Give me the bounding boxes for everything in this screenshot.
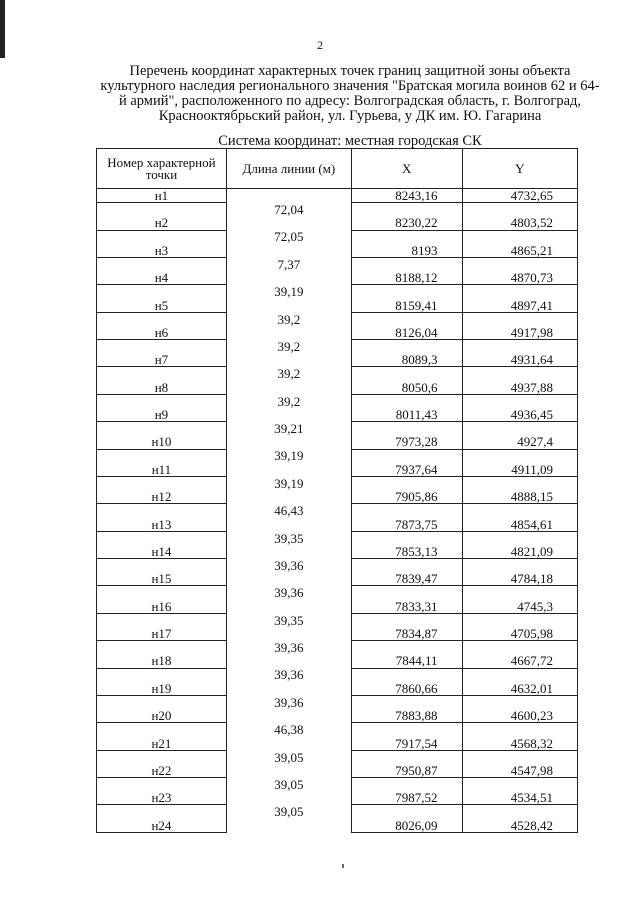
point-name-cell: н4	[97, 271, 227, 285]
table-row	[97, 819, 578, 833]
length-row-empty-cell	[462, 394, 577, 408]
length-row-empty-cell	[97, 805, 227, 819]
length-row-empty-cell	[462, 312, 577, 326]
x-coordinate-cell: 8188,12	[351, 271, 462, 285]
length-row-empty-cell	[462, 476, 577, 490]
length-row-empty-cell	[351, 668, 462, 682]
x-coordinate-cell: 8126,04	[351, 326, 462, 340]
segment-length-cell: 39,19	[226, 449, 351, 463]
x-coordinate-cell: 8243,16	[351, 189, 462, 203]
length-row-empty-cell	[462, 449, 577, 463]
segment-length-cell: 39,19	[226, 285, 351, 299]
y-coordinate-cell: 4865,21	[462, 244, 577, 258]
segment-length-cell: 39,2	[226, 367, 351, 381]
document-heading: Перечень координат характерных точек границ защитной зоны объекта культурного наследия регионального значения "Братская могила воинов 62 и 64-й армий", расположенного по адресу: Волгоградская область, г. Волгоград, Краснооктябрьский район, ул. Гурьева, у ДК им. Ю. Гагарина	[100, 63, 600, 124]
y-coordinate-cell: 4917,98	[462, 326, 577, 340]
length-row-empty-cell	[462, 367, 577, 381]
coordinates-table	[96, 148, 578, 833]
table-row	[97, 654, 578, 668]
segment-length-row	[97, 613, 578, 627]
length-row-empty-cell	[97, 449, 227, 463]
length-row-empty-cell	[351, 285, 462, 299]
table-row	[97, 545, 578, 559]
point-name-cell: н13	[97, 518, 227, 532]
length-row-empty-cell	[97, 394, 227, 408]
length-empty-cell	[226, 572, 351, 586]
table-row	[97, 353, 578, 367]
length-row-empty-cell	[351, 613, 462, 627]
length-row-empty-cell	[462, 695, 577, 709]
x-coordinate-cell: 7844,11	[351, 654, 462, 668]
length-row-empty-cell	[462, 504, 577, 518]
length-row-empty-cell	[351, 531, 462, 545]
table-row	[97, 326, 578, 340]
length-row-empty-cell	[462, 668, 577, 682]
length-empty-cell	[226, 545, 351, 559]
x-coordinate-cell: 8159,41	[351, 299, 462, 313]
segment-length-cell: 7,37	[226, 257, 351, 271]
length-row-empty-cell	[351, 340, 462, 354]
length-row-empty-cell	[462, 559, 577, 573]
segment-length-row	[97, 559, 578, 573]
length-row-empty-cell	[351, 394, 462, 408]
length-row-empty-cell	[97, 531, 227, 545]
length-empty-cell	[226, 216, 351, 230]
column-header-x: X	[351, 149, 462, 189]
segment-length-row	[97, 531, 578, 545]
segment-length-cell: 39,36	[226, 586, 351, 600]
y-coordinate-cell: 4632,01	[462, 682, 577, 696]
table-row	[97, 572, 578, 586]
y-coordinate-cell: 4931,64	[462, 353, 577, 367]
length-row-empty-cell	[462, 750, 577, 764]
column-header-y: Y	[462, 149, 577, 189]
segment-length-cell: 39,35	[226, 613, 351, 627]
segment-length-cell: 72,05	[226, 230, 351, 244]
length-row-empty-cell	[462, 422, 577, 436]
length-row-empty-cell	[97, 340, 227, 354]
length-row-empty-cell	[97, 367, 227, 381]
length-row-empty-cell	[351, 312, 462, 326]
table-row	[97, 600, 578, 614]
point-name-cell: н19	[97, 682, 227, 696]
table-row	[97, 791, 578, 805]
x-coordinate-cell: 7950,87	[351, 764, 462, 778]
table-row	[97, 189, 578, 203]
length-empty-cell	[226, 600, 351, 614]
length-row-empty-cell	[462, 203, 577, 217]
length-empty-cell	[226, 381, 351, 395]
segment-length-row	[97, 367, 578, 381]
table-row	[97, 408, 578, 422]
length-empty-cell	[226, 353, 351, 367]
length-row-empty-cell	[351, 504, 462, 518]
y-coordinate-cell: 4927,4	[462, 435, 577, 449]
y-coordinate-cell: 4870,73	[462, 271, 577, 285]
length-empty-cell	[226, 819, 351, 833]
segment-length-row	[97, 285, 578, 299]
table-row	[97, 490, 578, 504]
y-coordinate-cell: 4745,3	[462, 600, 577, 614]
x-coordinate-cell: 8026,09	[351, 819, 462, 833]
point-name-cell: н1	[97, 189, 227, 203]
point-name-cell: н24	[97, 819, 227, 833]
length-row-empty-cell	[351, 695, 462, 709]
segment-length-row	[97, 641, 578, 655]
segment-length-row	[97, 449, 578, 463]
point-name-cell: н15	[97, 572, 227, 586]
point-name-cell: н17	[97, 627, 227, 641]
segment-length-row	[97, 750, 578, 764]
y-coordinate-cell: 4667,72	[462, 654, 577, 668]
length-row-empty-cell	[97, 668, 227, 682]
point-name-cell: н16	[97, 600, 227, 614]
length-row-empty-cell	[351, 476, 462, 490]
table-row	[97, 216, 578, 230]
x-coordinate-cell: 7987,52	[351, 791, 462, 805]
length-row-empty-cell	[351, 559, 462, 573]
length-row-empty-cell	[97, 586, 227, 600]
length-empty-cell	[226, 518, 351, 532]
length-row-empty-cell	[351, 422, 462, 436]
length-row-empty-cell	[462, 586, 577, 600]
length-empty-cell	[226, 737, 351, 751]
length-empty-cell	[226, 244, 351, 258]
segment-length-cell: 39,2	[226, 394, 351, 408]
table-body	[97, 189, 578, 833]
length-row-empty-cell	[97, 476, 227, 490]
length-row-empty-cell	[97, 723, 227, 737]
length-row-empty-cell	[351, 750, 462, 764]
length-empty-cell	[226, 627, 351, 641]
length-row-empty-cell	[462, 230, 577, 244]
length-row-empty-cell	[351, 257, 462, 271]
length-row-empty-cell	[97, 559, 227, 573]
y-coordinate-cell: 4936,45	[462, 408, 577, 422]
x-coordinate-cell: 7883,88	[351, 709, 462, 723]
segment-length-cell: 39,36	[226, 641, 351, 655]
table-row	[97, 737, 578, 751]
y-coordinate-cell: 4705,98	[462, 627, 577, 641]
page-number: 2	[317, 38, 323, 52]
length-row-empty-cell	[97, 750, 227, 764]
segment-length-cell: 39,35	[226, 531, 351, 545]
y-coordinate-cell: 4854,61	[462, 518, 577, 532]
column-header-length: Длина линии (м)	[226, 149, 351, 189]
x-coordinate-cell: 7853,13	[351, 545, 462, 559]
segment-length-row	[97, 778, 578, 792]
point-name-cell: н11	[97, 463, 227, 477]
table-row	[97, 518, 578, 532]
x-coordinate-cell: 7860,66	[351, 682, 462, 696]
x-coordinate-cell: 8193	[351, 244, 462, 258]
scan-mark	[342, 864, 344, 868]
point-name-cell: н10	[97, 435, 227, 449]
point-name-cell: н7	[97, 353, 227, 367]
table-row	[97, 682, 578, 696]
point-name-cell: н12	[97, 490, 227, 504]
table-row	[97, 299, 578, 313]
table-row	[97, 435, 578, 449]
y-coordinate-cell: 4897,41	[462, 299, 577, 313]
y-coordinate-cell: 4888,15	[462, 490, 577, 504]
length-empty-cell	[226, 791, 351, 805]
y-coordinate-cell: 4732,65	[462, 189, 577, 203]
length-row-empty-cell	[462, 778, 577, 792]
length-row-empty-cell	[351, 723, 462, 737]
segment-length-row	[97, 340, 578, 354]
y-coordinate-cell: 4803,52	[462, 216, 577, 230]
length-row-empty-cell	[97, 230, 227, 244]
segment-length-row	[97, 805, 578, 819]
length-empty-cell	[226, 326, 351, 340]
y-coordinate-cell: 4600,23	[462, 709, 577, 723]
length-row-empty-cell	[97, 257, 227, 271]
length-row-empty-cell	[462, 531, 577, 545]
x-coordinate-cell: 7973,28	[351, 435, 462, 449]
segment-length-cell: 39,2	[226, 340, 351, 354]
table-row	[97, 244, 578, 258]
length-row-empty-cell	[462, 285, 577, 299]
point-name-cell: н3	[97, 244, 227, 258]
point-name-cell: н8	[97, 381, 227, 395]
column-header-point: Номер характерной точки	[97, 149, 227, 189]
point-name-cell: н2	[97, 216, 227, 230]
segment-length-cell: 39,36	[226, 695, 351, 709]
length-row-empty-cell	[351, 778, 462, 792]
y-coordinate-cell: 4528,42	[462, 819, 577, 833]
point-name-cell: н5	[97, 299, 227, 313]
table-row	[97, 627, 578, 641]
x-coordinate-cell: 7839,47	[351, 572, 462, 586]
length-empty-cell	[226, 189, 351, 203]
segment-length-cell: 39,21	[226, 422, 351, 436]
length-row-empty-cell	[462, 641, 577, 655]
segment-length-cell: 39,05	[226, 778, 351, 792]
point-name-cell: н22	[97, 764, 227, 778]
point-name-cell: н14	[97, 545, 227, 559]
table-row	[97, 463, 578, 477]
segment-length-cell: 39,36	[226, 559, 351, 573]
segment-length-row	[97, 504, 578, 518]
segment-length-row	[97, 394, 578, 408]
length-row-empty-cell	[97, 641, 227, 655]
segment-length-row	[97, 257, 578, 271]
x-coordinate-cell: 8230,22	[351, 216, 462, 230]
point-name-cell: н21	[97, 737, 227, 751]
y-coordinate-cell: 4547,98	[462, 764, 577, 778]
point-name-cell: н9	[97, 408, 227, 422]
segment-length-cell: 46,43	[226, 504, 351, 518]
x-coordinate-cell: 8089,3	[351, 353, 462, 367]
point-name-cell: н23	[97, 791, 227, 805]
length-row-empty-cell	[462, 340, 577, 354]
length-empty-cell	[226, 463, 351, 477]
length-row-empty-cell	[351, 367, 462, 381]
length-row-empty-cell	[97, 613, 227, 627]
segment-length-cell: 39,19	[226, 476, 351, 490]
segment-length-row	[97, 203, 578, 217]
length-empty-cell	[226, 764, 351, 778]
segment-length-cell: 39,05	[226, 805, 351, 819]
length-row-empty-cell	[351, 203, 462, 217]
segment-length-row	[97, 695, 578, 709]
y-coordinate-cell: 4821,09	[462, 545, 577, 559]
x-coordinate-cell: 7834,87	[351, 627, 462, 641]
length-row-empty-cell	[97, 203, 227, 217]
segment-length-row	[97, 422, 578, 436]
length-empty-cell	[226, 271, 351, 285]
table-row	[97, 271, 578, 285]
point-name-cell: н20	[97, 709, 227, 723]
x-coordinate-cell: 7833,31	[351, 600, 462, 614]
y-coordinate-cell: 4568,32	[462, 737, 577, 751]
length-row-empty-cell	[97, 695, 227, 709]
x-coordinate-cell: 7873,75	[351, 518, 462, 532]
x-coordinate-cell: 7937,64	[351, 463, 462, 477]
length-empty-cell	[226, 654, 351, 668]
length-row-empty-cell	[97, 285, 227, 299]
x-coordinate-cell: 8050,6	[351, 381, 462, 395]
length-row-empty-cell	[351, 449, 462, 463]
table-row	[97, 381, 578, 395]
segment-length-cell: 39,36	[226, 668, 351, 682]
length-row-empty-cell	[97, 422, 227, 436]
segment-length-row	[97, 230, 578, 244]
length-row-empty-cell	[462, 723, 577, 737]
segment-length-row	[97, 476, 578, 490]
length-row-empty-cell	[351, 641, 462, 655]
x-coordinate-cell: 7917,54	[351, 737, 462, 751]
segment-length-cell: 46,38	[226, 723, 351, 737]
y-coordinate-cell: 4784,18	[462, 572, 577, 586]
table-row	[97, 709, 578, 723]
length-empty-cell	[226, 709, 351, 723]
segment-length-cell: 39,05	[226, 750, 351, 764]
length-row-empty-cell	[97, 778, 227, 792]
length-empty-cell	[226, 299, 351, 313]
table-row	[97, 764, 578, 778]
segment-length-cell: 39,2	[226, 312, 351, 326]
length-empty-cell	[226, 682, 351, 696]
length-row-empty-cell	[462, 613, 577, 627]
length-empty-cell	[226, 408, 351, 422]
length-empty-cell	[226, 435, 351, 449]
segment-length-cell: 72,04	[226, 203, 351, 217]
length-row-empty-cell	[462, 257, 577, 271]
segment-length-row	[97, 723, 578, 737]
length-row-empty-cell	[351, 805, 462, 819]
length-row-empty-cell	[462, 805, 577, 819]
point-name-cell: н6	[97, 326, 227, 340]
point-name-cell: н18	[97, 654, 227, 668]
length-empty-cell	[226, 490, 351, 504]
length-row-empty-cell	[351, 586, 462, 600]
table-header-row	[97, 149, 578, 189]
coordinate-system-caption: Система координат: местная городская СК	[218, 133, 482, 149]
length-row-empty-cell	[97, 312, 227, 326]
y-coordinate-cell: 4937,88	[462, 381, 577, 395]
x-coordinate-cell: 7905,86	[351, 490, 462, 504]
segment-length-row	[97, 586, 578, 600]
y-coordinate-cell: 4911,09	[462, 463, 577, 477]
length-row-empty-cell	[97, 504, 227, 518]
segment-length-row	[97, 312, 578, 326]
y-coordinate-cell: 4534,51	[462, 791, 577, 805]
length-row-empty-cell	[351, 230, 462, 244]
segment-length-row	[97, 668, 578, 682]
x-coordinate-cell: 8011,43	[351, 408, 462, 422]
